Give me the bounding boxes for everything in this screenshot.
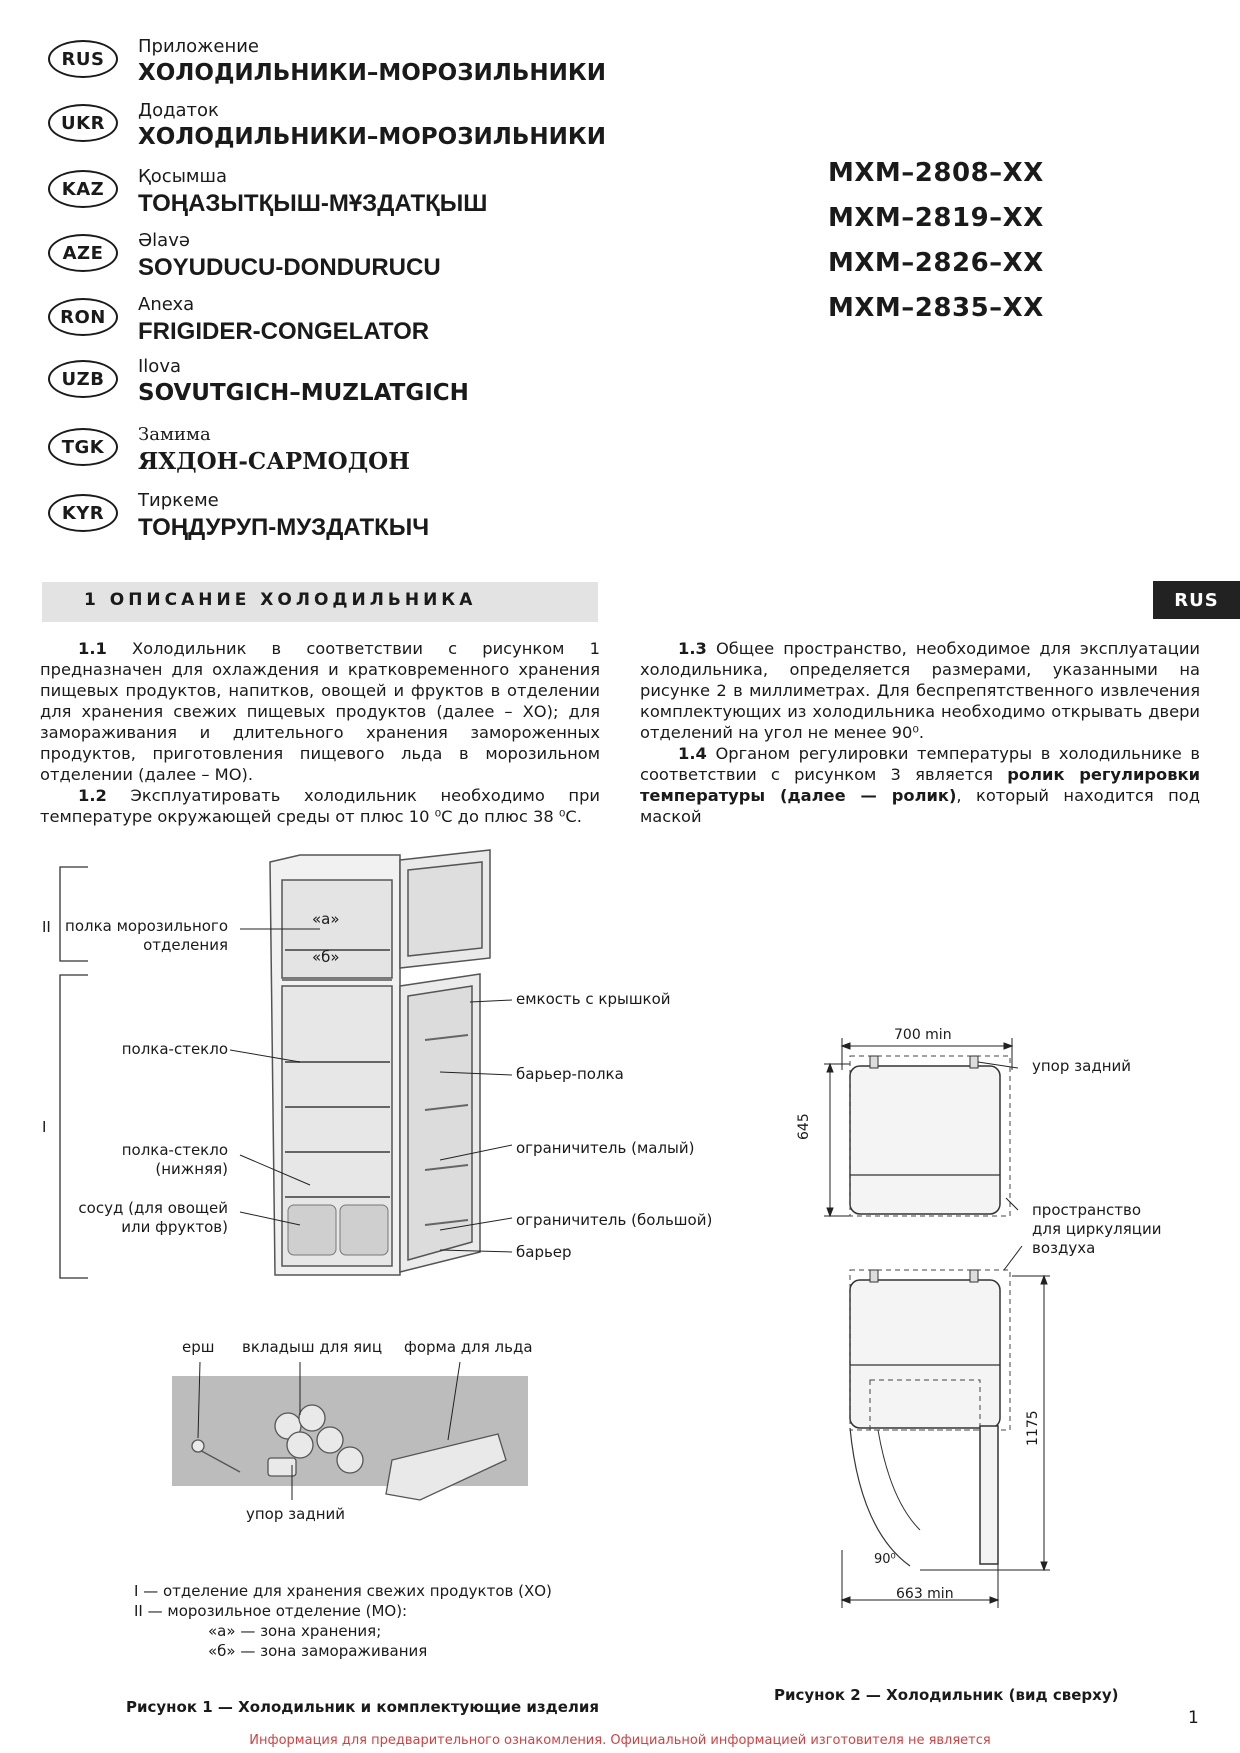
lang-code-badge: AZE [48,234,118,272]
label-glass-shelf: полка-стекло [121,1040,228,1058]
lang-block-kaz [48,166,648,226]
lang-subtitle: Қосымша [138,166,227,187]
section-title: 1 ОПИСАНИЕ ХОЛОДИЛЬНИКА [84,590,477,610]
lang-block-rus [48,36,648,96]
lang-title: ХОЛОДИЛЬНИКИ–МОРОЗИЛЬНИКИ [138,60,606,86]
lang-block-kyr [48,490,648,550]
label-rear-stop: упор задний [246,1505,345,1523]
footer-disclaimer: Информация для предварительного ознакомления. Официальной информацией изготовителя не является [249,1733,991,1748]
label-air-space: пространство для циркуляции воздуха [1032,1201,1162,1257]
legend-line-3: «а» — зона хранения; [208,1622,382,1640]
model-number: МХМ–2835–XX [828,293,1044,323]
label-vegetable-box: сосуд (для овощей или фруктов) [78,1199,228,1236]
lang-code-badge: KAZ [48,170,118,208]
lang-title: ХОЛОДИЛЬНИКИ–МОРОЗИЛЬНИКИ [138,124,606,150]
text-column-left [40,638,600,827]
lang-subtitle: Əlavə [138,230,190,251]
legend-line-2: II — морозильное отделение (МО): [134,1602,408,1620]
label-ice-tray: форма для льда [404,1338,533,1356]
model-number: МХМ–2819–XX [828,203,1044,233]
lang-title: SOVUTGICH–MUZLATGICH [138,380,469,406]
label-barrier: барьер [516,1243,572,1261]
lang-code-badge: RON [48,298,118,336]
lang-block-aze [48,230,648,290]
paragraph-1-4: 1.4 Органом регулировки температуры в холодильнике в соответствии с рисунком 3 является ролик регулировки температуры (далее — ролик), который находится под маской [640,744,1200,826]
figure-2-drawing [800,1030,1100,1620]
page-number: 1 [1188,1708,1199,1728]
text-column-right [640,638,1200,827]
lang-title: ТОҢДУРУП-МУЗДАТКЫЧ [138,514,430,541]
lang-subtitle: Замима [138,424,211,445]
label-lidded-box: емкость с крышкой [516,990,671,1008]
lang-subtitle: Приложение [138,36,260,57]
lang-block-ron [48,294,648,354]
roman-numeral-1: I [42,1118,47,1136]
fridge-top-view-closed [850,1056,1010,1216]
language-tab: RUS [1153,581,1240,619]
label-zone-a: «а» [312,910,340,928]
lang-code-badge: RUS [48,40,118,78]
accessories-panel [172,1376,528,1500]
model-number: МХМ–2826–XX [828,248,1044,278]
lang-title: FRIGIDER-CONGELATOR [138,318,430,345]
label-brush: ерш [182,1338,215,1356]
fridge-top-view-open [850,1270,1010,1566]
lang-block-tgk [48,424,648,484]
figure-1-drawing [0,840,740,1700]
label-barrier-shelf: барьер-полка [516,1065,624,1083]
label-rear-stop-top: упор задний [1032,1057,1131,1075]
lang-block-uzb [48,356,648,416]
model-number: МХМ–2808–XX [828,158,1044,188]
label-zone-b: «б» [312,948,340,966]
label-limiter-large: ограничитель (большой) [516,1211,713,1229]
lang-subtitle: Ilova [138,356,182,377]
lang-title: SOYUDUCU-DONDURUCU [138,254,441,281]
label-door-angle: 90⁰ [874,1552,896,1567]
figure-2-caption: Рисунок 2 — Холодильник (вид сверху) [774,1686,1119,1704]
legend-line-4: «б» — зона замораживания [208,1642,428,1660]
lang-subtitle: Додаток [138,100,219,121]
label-egg-insert: вкладыш для яиц [242,1338,383,1356]
label-depth-open: 1175 [1025,1410,1041,1446]
label-glass-shelf-lower: полка-стекло (нижняя) [121,1141,228,1178]
label-freezer-shelf: полка морозильного отделения [65,917,228,954]
roman-numeral-2: II [42,918,51,936]
lang-code-badge: UZB [48,360,118,398]
lang-subtitle: Anexa [138,294,195,315]
paragraph-1-2: 1.2 Эксплуатировать холодильник необходимо при температуре окружающей среды от плюс 10 ⁰С до плюс 38 ⁰С. [40,786,600,826]
figure-1-caption: Рисунок 1 — Холодильник и комплектующие изделия [126,1698,600,1716]
legend-line-1: I — отделение для хранения свежих продуктов (ХО) [134,1582,552,1600]
label-width-bottom: 663 min [896,1586,954,1602]
label-depth: 645 [796,1113,812,1140]
lang-title: ЯХДОН-САРМОДОН [138,448,410,475]
lang-code-badge: TGK [48,428,118,466]
lang-subtitle: Тиркеме [138,490,219,511]
lang-code-badge: UKR [48,104,118,142]
lang-block-ukr [48,100,648,160]
paragraph-1-1: 1.1 Холодильник в соответствии с рисунком 1 предназначен для охлаждения и кратковременного хранения пищевых продуктов, напитков, овощей и фруктов в отделении для хранения свежих пищевых продуктов (далее – ХО); для замораживания и длительного хранения замороженных продуктов, приготовления пищевого льда в морозильном отделении (далее – МО). [40,639,600,784]
label-width-top: 700 min [894,1027,952,1043]
lang-title: ТОҢАЗЫТҚЫШ-МҰЗДАТҚЫШ [138,190,488,217]
paragraph-1-3: 1.3 Общее пространство, необходимое для эксплуатации холодильника, определяется размерами, указанными на рисунке 2 в миллиметрах. Для беспрепятственного извлечения комплектующих из холодильника необходимо открывать двери отделений на угол не менее 90⁰. [640,639,1200,742]
section-header [42,582,598,622]
label-limiter-small: ограничитель (малый) [516,1139,695,1157]
lang-code-badge: KYR [48,494,118,532]
